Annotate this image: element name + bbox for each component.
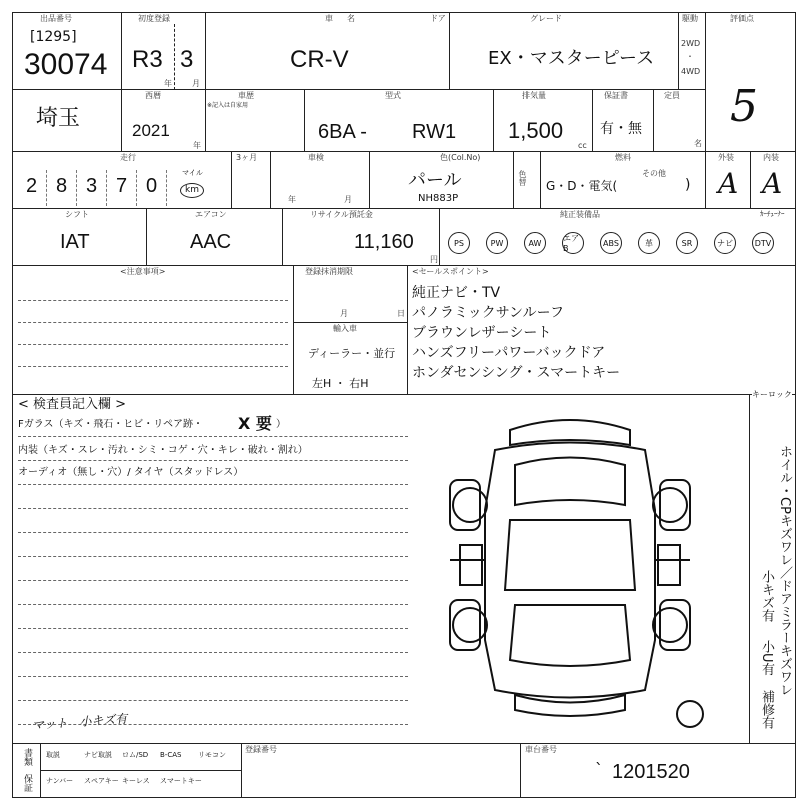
doc-item: ロム/SD bbox=[122, 751, 149, 759]
exterior-value: A bbox=[718, 167, 739, 200]
history-label: 車歴 bbox=[238, 91, 254, 100]
lot-label: 出品番号 bbox=[40, 14, 72, 23]
glass-close: ） bbox=[276, 419, 286, 430]
drive-box bbox=[678, 12, 706, 90]
type-code: RW1 bbox=[412, 121, 457, 143]
doc-item: リモコン bbox=[198, 751, 226, 759]
mileage-digit: 3 bbox=[86, 175, 98, 197]
docs-divider bbox=[40, 770, 242, 771]
equipment-badge: エアB bbox=[562, 232, 584, 254]
equipment-badge: 革 bbox=[638, 232, 660, 254]
doc-item: スペアキー bbox=[84, 777, 119, 785]
key-lock-label: キーロック bbox=[752, 390, 792, 399]
handwritten-note: マット 小キズ有 bbox=[31, 711, 128, 733]
dealer-value: ディーラー・並行 bbox=[308, 347, 396, 360]
year-ad-unit: 年 bbox=[193, 141, 201, 150]
fuel-close: ) bbox=[685, 177, 691, 193]
grade-value: EX・マスターピース bbox=[488, 48, 655, 69]
recycle-label: リサイクル預託金 bbox=[310, 210, 373, 219]
mileage-divider bbox=[76, 170, 77, 206]
equipment-badge: ABS bbox=[600, 232, 622, 254]
year-ad-value: 2021 bbox=[132, 121, 170, 140]
mileage-digit: 7 bbox=[116, 175, 128, 197]
model-label: 車名 bbox=[325, 14, 369, 23]
inspection-month-unit: 月 bbox=[344, 195, 352, 204]
mileage-digit: 8 bbox=[56, 175, 68, 197]
ac-value: AAC bbox=[190, 231, 232, 253]
capacity-unit: 名 bbox=[694, 139, 702, 148]
doc-item: ナビ取説 bbox=[84, 751, 112, 759]
fuel-label: 燃料 bbox=[615, 153, 631, 162]
reg-box bbox=[241, 743, 521, 798]
ac-label: エアコン bbox=[195, 210, 227, 219]
first-month: 3 bbox=[180, 46, 194, 73]
interior-value: A bbox=[762, 167, 783, 200]
docs-label-2: 保証 bbox=[22, 774, 32, 792]
deadline-day: 日 bbox=[397, 309, 405, 318]
rating-label: 評価点 bbox=[730, 14, 754, 23]
side-note: 補修有 bbox=[758, 690, 774, 729]
vin-value: 1201520 bbox=[612, 761, 690, 783]
spare-tire-icon bbox=[676, 700, 704, 728]
equipment-badge: AW bbox=[524, 232, 546, 254]
shift-label: シフト bbox=[65, 210, 89, 219]
deadline-label: 登録抹消期限 bbox=[305, 267, 353, 276]
caution-box bbox=[12, 265, 294, 395]
equipment-badge: DTV bbox=[752, 232, 774, 254]
equipment-label: 純正装備品 bbox=[560, 210, 600, 219]
drive-4wd: 4WD bbox=[681, 67, 701, 76]
glass-note: Fガラス（キズ・飛石・ヒビ・リペア跡・ bbox=[18, 419, 204, 430]
mileage-digit: 0 bbox=[146, 175, 158, 197]
fuel-value: G・D・電気( bbox=[546, 179, 618, 193]
fuel-other: その他 bbox=[642, 169, 666, 178]
year-ad-label: 西暦 bbox=[145, 91, 161, 100]
reg-label: 登録番号 bbox=[245, 745, 277, 754]
inspection-year-unit: 年 bbox=[288, 195, 296, 204]
rating-value: 5 bbox=[730, 81, 758, 132]
side-note-main: ホイル・CPキズワレ／ドアミラーキズワレ bbox=[776, 445, 792, 696]
grade-label: グレード bbox=[530, 14, 562, 23]
audio-note: オーディオ（無し・穴）/ タイヤ（スタッドレス） bbox=[18, 467, 244, 478]
mileage-label: 走行 bbox=[120, 153, 136, 162]
cert-label: 保証書 bbox=[604, 91, 628, 100]
equipment-badge: ナビ bbox=[714, 232, 736, 254]
capacity-label: 定員 bbox=[664, 91, 680, 100]
history-note: ※記入は自家用 bbox=[207, 102, 249, 109]
era-year: R3 bbox=[132, 46, 163, 73]
region-value: 埼玉 bbox=[36, 106, 81, 131]
car-diagram bbox=[440, 410, 700, 740]
year-label: 初度登録 bbox=[138, 14, 170, 23]
import-label: 輸入車 bbox=[333, 324, 357, 333]
side-note: 小キズ有 bbox=[758, 570, 774, 622]
handle-value: 左H ・ 右H bbox=[312, 377, 369, 390]
doc-item: キーレス bbox=[122, 777, 150, 785]
color-code: NH883P bbox=[418, 193, 459, 204]
sales-point: ブラウンレザーシート bbox=[412, 325, 552, 341]
equipment-badge: SR bbox=[676, 232, 698, 254]
km-badge: km bbox=[180, 183, 204, 198]
history-box bbox=[205, 89, 305, 152]
caution-label: <注意事項> bbox=[120, 267, 166, 276]
sales-label: <セールスポイント> bbox=[412, 267, 489, 276]
deadline-month: 月 bbox=[340, 309, 348, 318]
type-label: 型式 bbox=[385, 91, 401, 100]
recycle-value: 11,160 bbox=[354, 231, 414, 253]
mileage-unit-top: マイル bbox=[182, 169, 203, 177]
drive-dot: ・ bbox=[686, 52, 694, 61]
inspection-label: 車検 bbox=[308, 153, 324, 162]
month-unit: 月 bbox=[192, 79, 200, 88]
side-note: 小U有 bbox=[758, 640, 774, 676]
door-label: ドア bbox=[430, 14, 446, 23]
mileage-digit: 2 bbox=[26, 175, 38, 197]
interior-label: 内装 bbox=[763, 153, 779, 162]
docs-label: 書類 bbox=[22, 748, 32, 766]
drive-2wd: 2WD bbox=[681, 39, 701, 48]
displacement-value: 1,500 bbox=[508, 118, 564, 143]
shift-value: IAT bbox=[60, 231, 90, 253]
doc-item: B-CAS bbox=[160, 751, 182, 759]
doc-item: 取説 bbox=[46, 751, 60, 759]
mileage-divider bbox=[136, 170, 137, 206]
mileage-divider bbox=[166, 170, 167, 206]
drive-label: 駆動 bbox=[682, 14, 698, 23]
tuner-label: ｶｰﾁｭｰﾅｰ bbox=[760, 210, 785, 218]
sales-point: 純正ナビ・TV bbox=[412, 285, 501, 301]
lot-number: 30074 bbox=[24, 48, 108, 81]
model-name: CR-V bbox=[290, 46, 349, 73]
cc-unit: cc bbox=[578, 141, 587, 150]
inspector-title: < 検査員記入欄 > bbox=[18, 397, 127, 412]
chk-label: 3ヶ月 bbox=[236, 153, 258, 162]
interior-note: 内装（キズ・スレ・汚れ・シミ・コゲ・穴・キレ・破れ・割れ） bbox=[18, 445, 308, 456]
sales-point: ハンズフリーパワーバックドア bbox=[412, 345, 606, 361]
docs-divider bbox=[40, 743, 41, 798]
vin-label: 車台番号 bbox=[525, 745, 557, 754]
displacement-label: 排気量 bbox=[522, 91, 546, 100]
sales-point: パノラミックサンルーフ bbox=[412, 305, 564, 321]
glass-mark: X 要 bbox=[238, 414, 272, 433]
cert-value: 有・無 bbox=[600, 121, 642, 137]
vin-mark: ` bbox=[595, 760, 603, 779]
color-label: 色(Col.No) bbox=[440, 153, 481, 162]
equipment-badge: PW bbox=[486, 232, 508, 254]
yen-unit: 円 bbox=[430, 255, 438, 264]
equipment-badge: PS bbox=[448, 232, 470, 254]
sales-point: ホンダセンシング・スマートキー bbox=[412, 365, 621, 381]
color-value: パール bbox=[408, 170, 462, 191]
doc-item: ナンバー bbox=[46, 777, 74, 785]
lot-sub: [1295] bbox=[30, 29, 77, 45]
exterior-label: 外装 bbox=[718, 153, 734, 162]
type-prefix: 6BA - bbox=[318, 121, 367, 143]
mileage-divider bbox=[46, 170, 47, 206]
mileage-divider bbox=[106, 170, 107, 206]
doc-item: スマートキー bbox=[160, 777, 202, 785]
color-change-label: 色替 bbox=[518, 170, 527, 186]
year-unit: 年 bbox=[164, 79, 172, 88]
